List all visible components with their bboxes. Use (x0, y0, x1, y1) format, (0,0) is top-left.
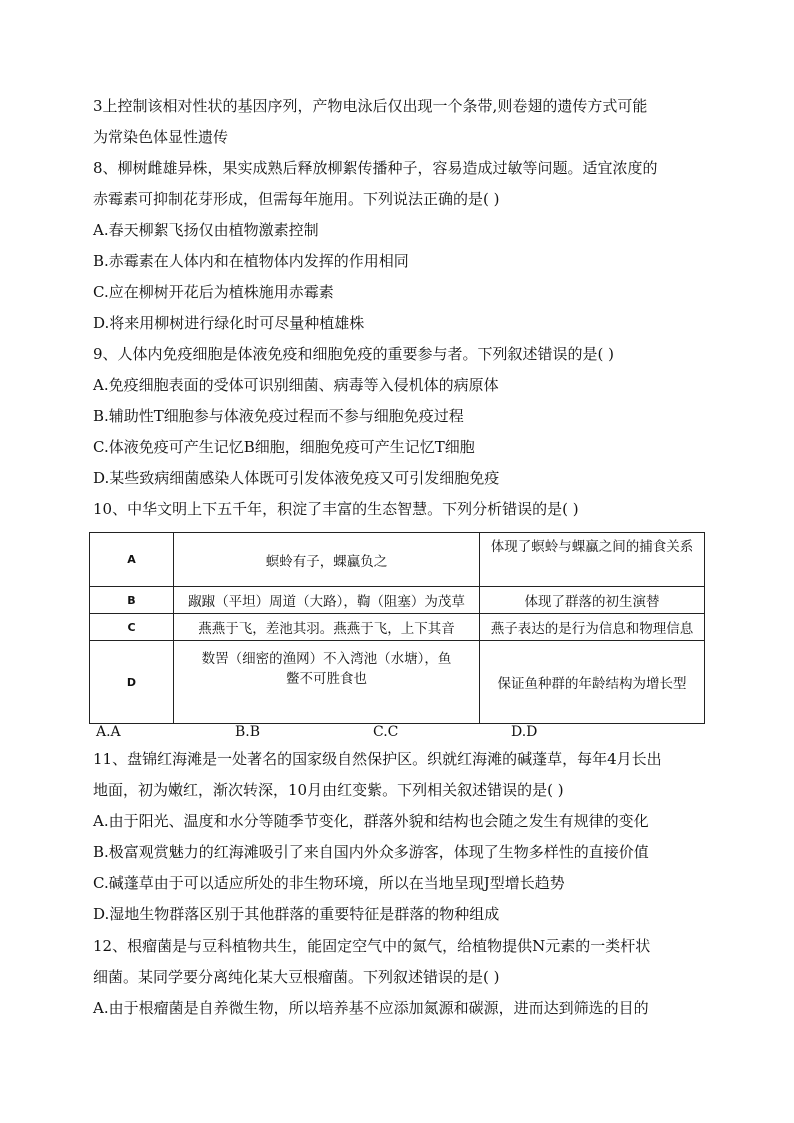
q9-option-a: A.免疫细胞表面的受体可识别细菌、病毒等入侵机体的病原体 (93, 376, 499, 394)
q8-option-a: A.春天柳絮飞扬仅由植物激素控制 (93, 221, 319, 239)
q11-option-b: B.极富观赏魅力的红海滩吸引了来自国内外众多游客，体现了生物多样性的直接价值 (93, 843, 649, 861)
row-label: B (90, 587, 174, 614)
q8-stem-line2: 赤霉素可抑制花芽形成，但需每年施用。下列说法正确的是( ) (93, 190, 500, 208)
table-row (90, 641, 705, 724)
row-text-line1: 数罟（细密的渔网）不入湾池（水塘），鱼 (201, 651, 452, 667)
row-analysis: 保证鱼种群的年龄结构为增长型 (480, 641, 705, 724)
row-analysis: 体现了螟蛉与蜾蠃之间的捕食关系 (480, 533, 705, 587)
row-text: 螟蛉有子，蜾蠃负之 (174, 533, 480, 587)
q11-option-d: D.湿地生物群落区别于其他群落的重要特征是群落的物种组成 (93, 905, 500, 923)
row-analysis: 体现了群落的初生演替 (480, 587, 705, 614)
q10-option-b: B.B (235, 724, 261, 740)
q8-option-d: D.将来用柳树进行绿化时可尽量种植雄株 (93, 314, 365, 332)
q10-option-c: C.C (373, 724, 399, 740)
row-label: D (90, 641, 174, 724)
q11-option-a: A.由于阳光、温度和水分等随季节变化，群落外貌和结构也会随之发生有规律的变化 (93, 812, 649, 830)
q7-tail-line1: 3上控制该相对性状的基因序列，产物电泳后仅出现一个条带,则卷翅的遗传方式可能 (93, 97, 648, 115)
table-row (90, 614, 705, 641)
row-text-line2: 鳖不可胜食也 (286, 671, 367, 687)
q11-stem-line1: 11、盘锦红海滩是一处著名的国家级自然保护区。织就红海滩的碱蓬草，每年4月长出 (93, 750, 662, 768)
q9-option-d: D.某些致病细菌感染人体既可引发体液免疫又可引发细胞免疫 (93, 469, 500, 487)
q7-tail-line2: 为常染色体显性遗传 (93, 128, 229, 146)
q8-stem-line1: 8、柳树雌雄异株，果实成熟后释放柳絮传播种子，容易造成过敏等问题。适宜浓度的 (93, 159, 658, 177)
q9-stem: 9、人体内免疫细胞是体液免疫和细胞免疫的重要参与者。下列叙述错误的是( ) (93, 345, 615, 363)
q11-stem-line2: 地面，初为嫩红，渐次转深，10月由红变紫。下列相关叙述错误的是( ) (93, 781, 564, 799)
q10-option-a: A.A (96, 724, 121, 740)
row-text: 踧踧（平坦）周道（大路），鞫（阻塞）为茂草 (174, 587, 480, 614)
table-row (90, 587, 705, 614)
row-analysis: 燕子表达的是行为信息和物理信息 (480, 614, 705, 641)
table-row (90, 533, 705, 587)
row-text: 燕燕于飞，差池其羽。燕燕于飞，上下其音 (174, 614, 480, 641)
row-label: A (90, 533, 174, 587)
q8-option-c: C.应在柳树开花后为植株施用赤霉素 (93, 283, 334, 301)
q10-table (89, 532, 705, 724)
row-label: C (90, 614, 174, 641)
q12-option-a: A.由于根瘤菌是自养微生物，所以培养基不应添加氮源和碳源，进而达到筛选的目的 (93, 999, 649, 1017)
q10-option-d: D.D (511, 724, 538, 740)
q11-option-c: C.碱蓬草由于可以适应所处的非生物环境，所以在当地呈现J型增长趋势 (93, 874, 565, 892)
q9-option-c: C.体液免疫可产生记忆B细胞，细胞免疫可产生记忆T细胞 (93, 438, 475, 456)
q8-option-b: B.赤霉素在人体内和在植物体内发挥的作用相同 (93, 252, 409, 270)
q9-option-b: B.辅助性T细胞参与体液免疫过程而不参与细胞免疫过程 (93, 407, 464, 425)
row-text (174, 641, 480, 724)
q12-stem-line1: 12、根瘤菌是与豆科植物共生，能固定空气中的氮气，给植物提供N元素的一类杆状 (93, 937, 651, 955)
q12-stem-line2: 细菌。某同学要分离纯化某大豆根瘤菌。下列叙述错误的是( ) (93, 968, 500, 986)
q10-stem: 10、中华文明上下五千年，积淀了丰富的生态智慧。下列分析错误的是( ) (93, 500, 579, 518)
